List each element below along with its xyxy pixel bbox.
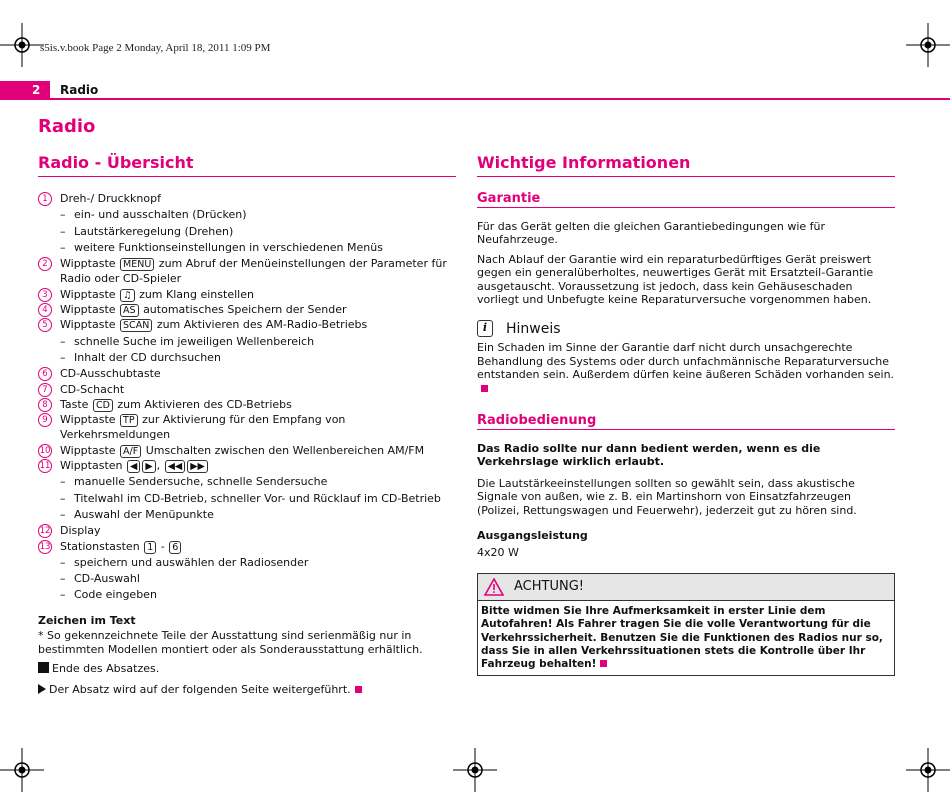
- subsection-title-operation: Radiobedienung: [477, 413, 895, 430]
- warning-text: Bitte widmen Sie Ihre Aufmerksamkeit in erster Linie dem Autofahren! Als Fahrer tragen Sie die volle Verantwortung für die Verkehrssicherheit. Benutzen Sie die Funktionen des Radios nur so, dass Sie in allen Verkehrssituationen stets die Kontrolle über Ihr Fahrzeug behalten!: [481, 604, 883, 671]
- registration-mark-icon: [453, 748, 497, 792]
- list-subitem: – ein- und ausschalten (Drücken): [38, 207, 456, 222]
- key-label: A/F: [120, 445, 141, 458]
- running-header: Radio: [60, 83, 99, 97]
- legend-continued: Der Absatz wird auf der folgenden Seite weitergeführt.: [38, 683, 456, 696]
- list-subitem: – Auswahl der Menüpunkte: [38, 507, 456, 522]
- operation-bold-note: Das Radio sollte nur dann bedient werden, wenn es die Verkehrslage wirklich erlaubt.: [477, 442, 821, 469]
- list-item: 2 Wipptaste MENU zum Abruf der Menüeinstellungen der Parameter für Radio oder CD-Spieler: [38, 256, 456, 287]
- legend-title: Zeichen im Text: [38, 613, 136, 627]
- key-label: ◀◀: [165, 460, 186, 473]
- list-subitem: – manuelle Sendersuche, schnelle Sendersuche: [38, 474, 456, 489]
- legend-block-end: Ende des Absatzes.: [38, 662, 456, 675]
- registration-mark-icon: [906, 23, 950, 67]
- list-item: 3 Wipptaste ♫ zum Klang einstellen: [38, 287, 456, 302]
- registration-mark-icon: [906, 748, 950, 792]
- list-subitem: – schnelle Suche im jeweiligen Wellenbereich: [38, 334, 456, 349]
- info-icon: i: [477, 320, 493, 337]
- block-end-icon: [38, 662, 49, 673]
- hint-header: [477, 320, 895, 337]
- callout-number: 2: [38, 257, 52, 271]
- subsection-title-warranty: Garantie: [477, 191, 895, 208]
- list-item: 4 Wipptaste AS automatisches Speichern der Sender: [38, 302, 456, 317]
- key-label: ▶: [142, 460, 155, 473]
- list-item: 9 Wipptaste TP zur Aktivierung für den Empfang von Verkehrsmeldungen: [38, 412, 456, 443]
- list-subitem: – Lautstärkeregelung (Drehen): [38, 224, 456, 239]
- warranty-paragraph-1: Für das Gerät gelten die gleichen Garantiebedingungen wie für Neufahrzeuge.: [477, 220, 826, 247]
- key-label: ▶▶: [187, 460, 208, 473]
- callout-number: 6: [38, 367, 52, 381]
- list-subitem: – weitere Funktionseinstellungen in verschiedenen Menüs: [38, 240, 456, 255]
- legend-star: * So gekennzeichnete Teile der Ausstattung sind serienmäßig nur in bestimmten Modellen montiert oder als Sonderausstattung erhältlich.: [38, 629, 423, 656]
- callout-number: 13: [39, 541, 51, 552]
- warning-triangle-icon: [484, 578, 504, 596]
- key-label: 6: [169, 541, 181, 554]
- list-subitem: – speichern und auswählen der Radiosender: [38, 555, 456, 570]
- callout-number: 4: [38, 303, 52, 317]
- header-rule: [0, 98, 950, 100]
- key-label: CD: [93, 399, 113, 412]
- list-item: 11 Wipptasten ◀ ▶ , ◀◀ ▶▶: [38, 458, 456, 473]
- callout-number: 3: [38, 288, 52, 302]
- section-title-overview: Radio - Übersicht: [38, 153, 456, 177]
- left-column: [38, 153, 456, 703]
- hint-text: Ein Schaden im Sinne der Garantie darf nicht durch unsachgerechte Behandlung des Systems oder durch unfachmännische Reparaturversuche entstanden sein. Außerdem dürfen keine äußeren Schäden vorhanden sein.: [477, 341, 895, 395]
- list-subitem: – Titelwahl im CD-Betrieb, schneller Vor- und Rücklauf im CD-Betrieb: [38, 491, 456, 506]
- warning-header: [478, 574, 894, 601]
- continue-arrow-icon: [38, 684, 46, 694]
- list-item: 10 Wipptaste A/F Umschalten zwischen den Wellenbereichen AM/FM: [39, 443, 425, 457]
- section-end-icon: [600, 660, 607, 667]
- section-title-info: Wichtige Informationen: [477, 153, 895, 177]
- key-label: SCAN: [120, 319, 152, 332]
- callout-number: 11: [39, 461, 51, 472]
- key-label: 1: [144, 541, 156, 554]
- section-end-icon: [481, 385, 488, 392]
- list-item: 1 Dreh-/ Druckknopf: [38, 191, 456, 206]
- list-item: 8 Taste CD zum Aktivieren des CD-Betriebs: [38, 397, 456, 412]
- list-item: 5 Wipptaste SCAN zum Aktivieren des AM-Radio-Betriebs: [38, 317, 456, 332]
- warning-box: [477, 573, 895, 676]
- list-item: 6 CD-Ausschubtaste: [38, 366, 456, 381]
- print-note: s5is.v.book Page 2 Monday, April 18, 2011 1:09 PM: [40, 42, 271, 54]
- key-label: ◀: [127, 460, 140, 473]
- key-label: AS: [120, 304, 139, 317]
- registration-mark-icon: [0, 23, 44, 67]
- operation-paragraph: Die Lautstärkeeinstellungen sollten so gewählt sein, dass akustische Signale von außen, wie z. B. ein Martinshorn von Einsatzfahrzeugen (Polizei, Rettungswagen und Feuerwehr), jederzeit gut zu hören sind.: [477, 476, 857, 517]
- chapter-title: Radio: [38, 116, 96, 137]
- callout-number: 9: [38, 413, 52, 427]
- list-subitem: – CD-Auswahl: [38, 571, 456, 586]
- key-label: MENU: [120, 258, 154, 271]
- list-item: 7 CD-Schacht: [38, 382, 456, 397]
- list-item: 12 Display: [39, 524, 101, 538]
- callout-number: 7: [38, 383, 52, 397]
- key-label: ♫: [120, 289, 135, 302]
- warranty-paragraph-2: Nach Ablauf der Garantie wird ein reparaturbedürftiges Gerät preiswert gegen ein generalüberholtes, neuwertiges Gerät mit Ersatzteil-Garantie ausgetauscht. Voraussetzung ist jedoch, dass kein Gehäuseschaden vorliegt und Unbefugte keine Reparaturversuche vorgenommen haben.: [477, 252, 874, 307]
- overview-list: [38, 191, 456, 603]
- warning-title: ACHTUNG!: [514, 579, 584, 595]
- callout-number: 8: [38, 398, 52, 412]
- section-end-icon: [355, 686, 362, 693]
- list-subitem: – Inhalt der CD durchsuchen: [38, 350, 456, 365]
- callout-number: 5: [38, 318, 52, 332]
- registration-mark-icon: [0, 748, 44, 792]
- output-value: 4x20 W: [477, 545, 519, 559]
- output-label: Ausgangsleistung: [477, 529, 588, 543]
- callout-number: 12: [39, 526, 51, 537]
- right-column: [477, 153, 895, 676]
- hint-title: Hinweis: [506, 320, 561, 337]
- page-number: 2: [0, 81, 50, 100]
- callout-number: 1: [38, 192, 52, 206]
- list-item: 13 Stationstasten 1 - 6: [38, 539, 456, 554]
- list-subitem: – Code eingeben: [38, 587, 456, 602]
- key-label: TP: [120, 414, 138, 427]
- callout-number: 10: [39, 445, 51, 456]
